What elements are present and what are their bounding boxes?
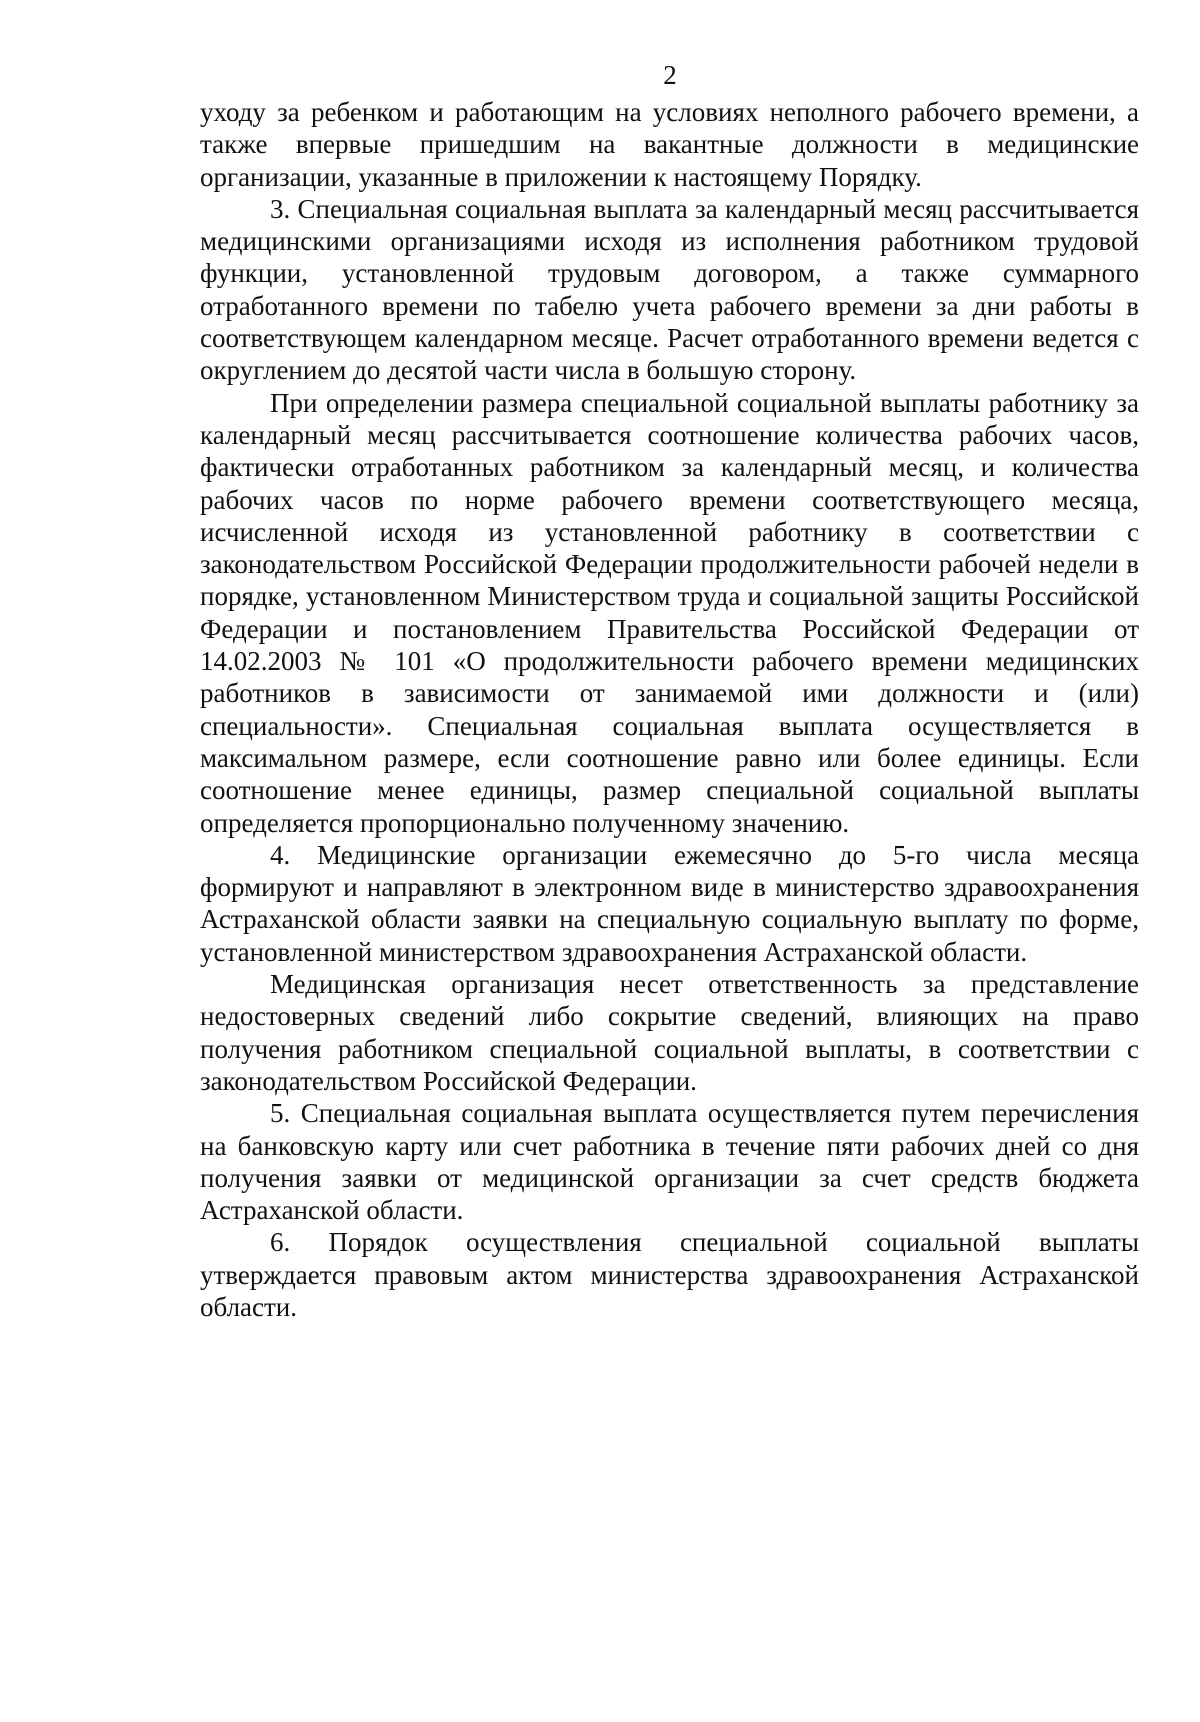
paragraph-item-4: 4. Медицинские организации ежемесячно до 5-го числа месяца формируют и направляют в электронном виде в министерство здравоохранения Астраханской области заявки на специальную социальную выплату по форме, установленной министерством здравоохранения Астраханской области. [200, 839, 1139, 967]
document-body [200, 96, 1139, 1323]
paragraph-item-6: 6. Порядок осуществления специальной социальной выплаты утверждается правовым актом министерства здравоохранения Астраханской области. [200, 1227, 1139, 1322]
paragraph-continuation: уходу за ребенком и работающим на условиях неполного рабочего времени, а также впервые пришедшим на вакантные должности в медицинские организации, указанные в приложении к настоящему Порядку. [200, 97, 1139, 192]
paragraph-calculation: При определении размера специальной социальной выплаты работнику за календарный месяц рассчитывается соотношение количества рабочих часов, фактически отработанных работником за календарный месяц, и количества рабочих часов по норме рабочего времени соответствующего месяца, исчисленной исходя из установленной работнику в соответствии с законодательством Российской Федерации продолжительности рабочей недели в порядке, установленном Министерством труда и социальной защиты Российской Федерации и постановлением Правительства Российской Федерации от 14.02.2003 № 101 «О продолжительности рабочего времени медицинских работников в зависимости от занимаемой ими должности и (или) специальности». Специальная социальная выплата осуществляется в максимальном размере, если соотношение равно или более единицы. Если соотношение менее единицы, размер специальной социальной выплаты определяется пропорционально полученному значению. [200, 387, 1139, 838]
paragraph-item-5: 5. Специальная социальная выплата осуществляется путем перечисления на банковскую карту или счет работника в течение пяти рабочих дней со дня получения заявки от медицинской организации за счет средств бюджета Астраханской области. [200, 1098, 1139, 1226]
paragraph-responsibility: Медицинская организация несет ответственность за представление недостоверных сведений либо сокрытие сведений, влияющих на право получения работником специальной социальной выплаты, в соответствии с законодательством Российской Федерации. [200, 969, 1139, 1096]
page-number: 2 [663, 60, 677, 90]
paragraph-item-3: 3. Специальная социальная выплата за календарный месяц рассчитывается медицинскими организациями исходя из исполнения работником трудовой функции, установленной трудовым договором, а также суммарного отработанного времени по табелю учета рабочего времени за дни работы в соответствующем календарном месяце. Расчет отработанного времени ведется с округлением до десятой части числа в большую сторону. [200, 193, 1139, 386]
